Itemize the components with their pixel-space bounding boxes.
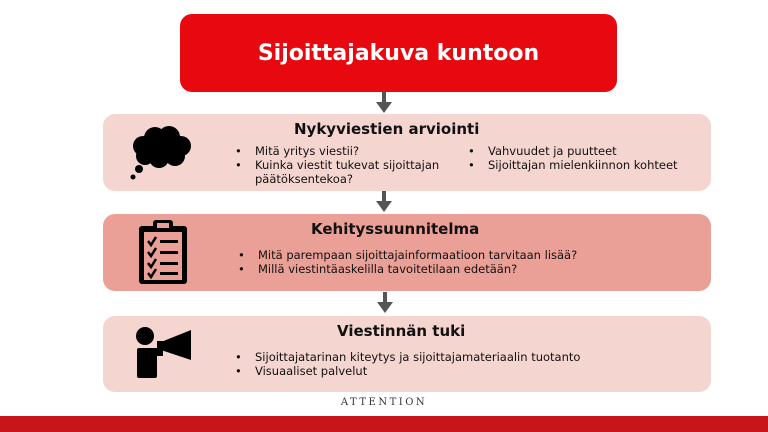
diagram-title: Sijoittajakuva kuntoon — [257, 40, 540, 66]
panel-title: Viestinnän tuki — [337, 322, 466, 340]
list-item: • Kuinka viestit tukevat sijoittajan päätöksentekoa? — [233, 158, 463, 186]
panel-communication-support — [103, 316, 711, 392]
arrow-down-icon — [375, 292, 395, 314]
bullet-list-right — [466, 144, 706, 172]
bullet-list-left — [233, 144, 463, 186]
bullet-list — [236, 248, 696, 276]
attention-logo: ATTENTION — [340, 397, 428, 408]
title-box — [180, 14, 617, 92]
bullet-list — [233, 350, 693, 378]
list-item: • Visuaaliset palvelut — [233, 364, 693, 378]
panel-development-plan — [103, 214, 711, 291]
list-item: • Millä viestintäaskelilla tavoitetilaan edetään? — [236, 262, 696, 276]
list-item: • Sijoittajatarinan kiteytys ja sijoittajamateriaalin tuotanto — [233, 350, 693, 364]
panel-current-messaging — [103, 114, 711, 191]
arrow-down-icon — [374, 92, 394, 114]
panel-title: Nykyviestien arviointi — [294, 120, 480, 138]
list-item: • Mitä yritys viestii? — [233, 144, 463, 158]
list-item: • Vahvuudet ja puutteet — [466, 144, 706, 158]
panel-title: Kehityssuunnitelma — [311, 220, 480, 238]
arrow-down-icon — [374, 191, 394, 213]
megaphone-person-icon — [135, 322, 195, 380]
list-item: • Mitä parempaan sijoittajainformaatioon tarvitaan lisää? — [236, 248, 696, 262]
clipboard-checklist-icon — [137, 220, 189, 286]
bottom-bar — [0, 416, 768, 432]
thought-cloud-icon — [127, 124, 193, 182]
list-item: • Sijoittajan mielenkiinnon kohteet — [466, 158, 706, 172]
